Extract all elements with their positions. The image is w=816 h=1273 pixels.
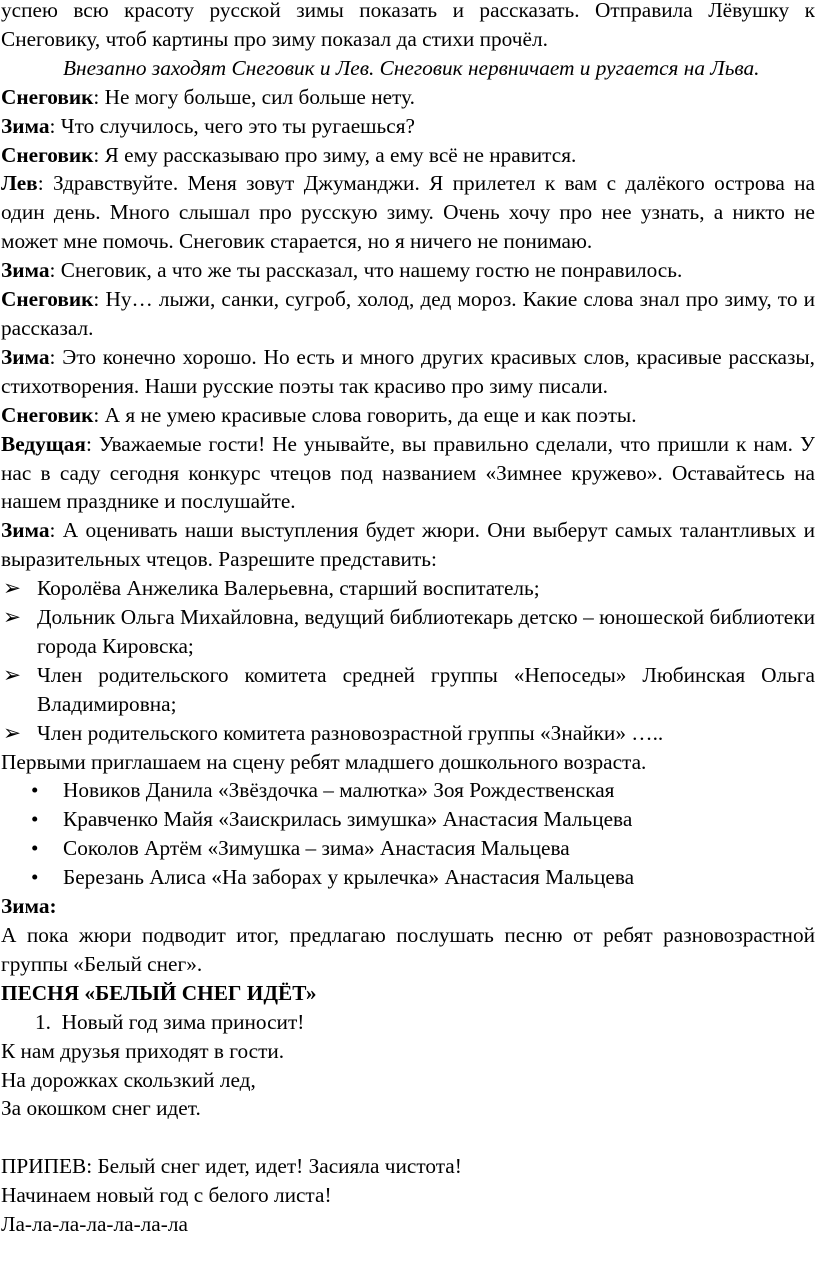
speaker-name: Зима [1, 344, 50, 369]
speaker-name: Ведущая [1, 431, 86, 456]
spacer [1, 1123, 815, 1152]
dialogue-line [1, 83, 815, 112]
speech-text: : Я ему рассказываю про зиму, а ему всё не нравится. [93, 142, 577, 167]
performers-list [1, 776, 815, 892]
chorus-line: ПРИПЕВ: Белый снег идет, идет! Засияла чистота! [1, 1154, 462, 1179]
verse-line: К нам друзья приходят в гости. [1, 1038, 285, 1063]
list-item: ➢ Член родительского комитета разновозрастной группы «Знайки» ….. [1, 719, 815, 748]
speaker-label: Зима: [1, 894, 57, 919]
list-item: • Березань Алиса «На заборах у крылечка» Анастасия Мальцева [1, 863, 815, 892]
invite-line: Первыми приглашаем на сцену ребят младшего дошкольного возраста. [1, 749, 647, 774]
song-title: ПЕСНЯ «БЕЛЫЙ СНЕГ ИДЁТ» [1, 980, 317, 1005]
dialogue-line [1, 112, 815, 141]
arrow-bullet-icon: ➢ [3, 720, 21, 745]
bullet-dot-icon: • [31, 865, 39, 890]
speaker-name: Лев [1, 171, 38, 196]
speech-text: : Это конечно хорошо. Но есть и много других красивых слов, красивые рассказы, стихотворения. Наши русские поэты так красиво про зиму писали. [1, 344, 815, 398]
list-item: • Кравченко Майя «Заискрилась зимушка» Анастасия Мальцева [1, 805, 815, 834]
speech-text: : Снеговик, а что же ты рассказал, что нашему гостю не понравилось. [49, 258, 683, 283]
dialogue-line [1, 285, 815, 343]
bullet-dot-icon: • [31, 778, 39, 803]
dialogue-line [1, 516, 815, 574]
dialogue-line [1, 141, 815, 170]
bullet-dot-icon: • [31, 807, 39, 832]
dialogue-line [1, 256, 815, 285]
speaker-name: Снеговик [1, 142, 94, 167]
dialogue-line [1, 343, 815, 401]
arrow-bullet-icon: ➢ [3, 576, 21, 601]
speech-text: : Здравствуйте. Меня зовут Джуманджи. Я прилетел к вам с далёкого острова на один день. Много слышал про русскую зиму. Очень хочу про нее узнать, а никто не может мне помочь. Снеговик старается, но я ничего не понимаю. [1, 171, 815, 254]
jury-list [1, 574, 815, 747]
speech-text: : Не могу больше, сил больше нету. [93, 84, 415, 109]
list-item: • Соколов Артём «Зимушка – зима» Анастасия Мальцева [1, 834, 815, 863]
verse-number: 1. [35, 1009, 51, 1034]
speaker-name: Снеговик [1, 287, 94, 312]
intro-paragraph: успею всю красоту русской зимы показать и рассказать. Отправила Лёвушку к Снеговику, чтоб картины про зиму показал да стихи прочёл. [1, 0, 815, 51]
speech-text: : А оценивать наши выступления будет жюри. Они выберут самых талантливых и выразительных чтецов. Разрешите представить: [1, 518, 815, 572]
speech-text: : Что случилось, чего это ты ругаешься? [49, 113, 415, 138]
arrow-bullet-icon: ➢ [3, 662, 21, 687]
list-item: ➢ Королёва Анжелика Валерьевна, старший воспитатель; [1, 574, 815, 603]
list-item: • Новиков Данила «Звёздочка – малютка» Зоя Рождественская [1, 776, 815, 805]
list-item: ➢ Член родительского комитета средней группы «Непоседы» Любинская Ольга Владимировна; [3, 662, 815, 716]
chorus-line: Начинаем новый год с белого листа! [1, 1183, 332, 1208]
speech-text: : Уважаемые гости! Не унывайте, вы правильно сделали, что пришли к нам. У нас в саду сегодня конкурс чтецов под названием «Зимнее кружево». Оставайтесь на нашем празднике и послушайте. [1, 431, 815, 514]
bullet-dot-icon: • [31, 836, 39, 861]
speaker-name: Зима [1, 113, 50, 138]
speaker-name: Снеговик [1, 402, 94, 427]
arrow-bullet-icon: ➢ [3, 605, 21, 630]
stage-direction: Внезапно заходят Снеговик и Лев. Снеговик нервничает и ругается на Льва. [63, 55, 760, 80]
speaker-name: Зима [1, 518, 50, 543]
dialogue-line [1, 401, 815, 430]
dialogue [1, 83, 815, 574]
speech-text: : А я не умею красивые слова говорить, да еще и как поэты. [93, 402, 637, 427]
zima-paragraph: А пока жюри подводит итог, предлагаю послушать песню от ребят разновозрастной группы «Белый снег». [1, 923, 815, 976]
speech-text: : Ну… лыжи, санки, сугроб, холод, дед мороз. Какие слова знал про зиму, то и рассказал. [1, 287, 815, 340]
speaker-name: Зима [1, 258, 50, 283]
chorus-line: Ла-ла-ла-ла-ла-ла-ла [1, 1212, 188, 1237]
verse-line: На дорожках скользкий лед, [1, 1067, 256, 1092]
speaker-name: Снеговик [1, 84, 94, 109]
dialogue-line [1, 169, 815, 256]
list-item: ➢ Дольник Ольга Михайловна, ведущий библиотекарь детско – юношеской библиотеки города Кировска; [3, 605, 815, 658]
verse-first-line: 1. Новый год зима приносит! [35, 1009, 305, 1034]
dialogue-line [1, 430, 815, 517]
verse-line: За окошком снег идет. [1, 1096, 201, 1121]
